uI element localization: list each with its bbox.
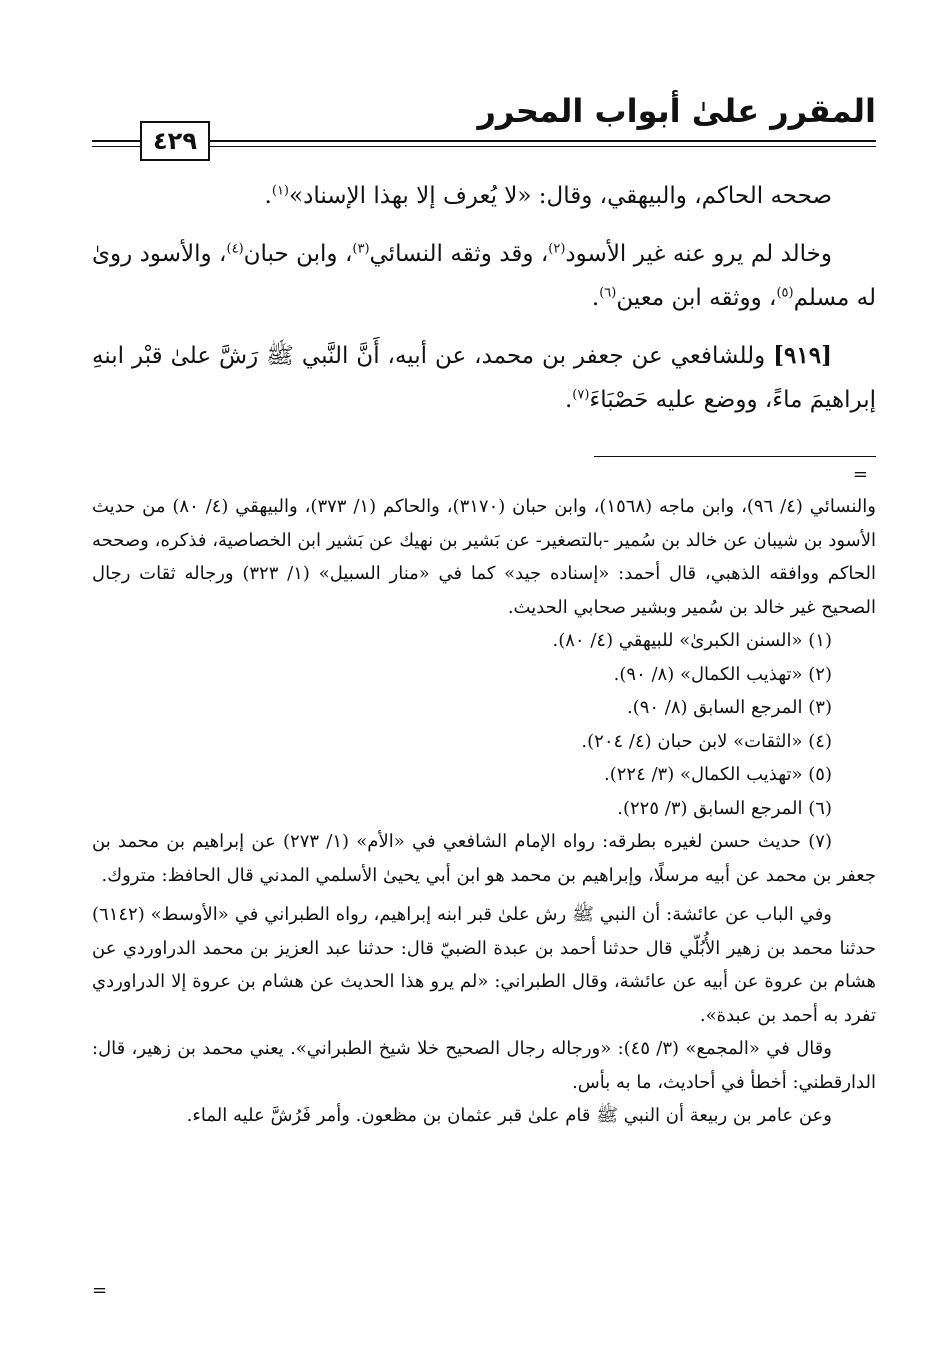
footnote-5: (٥) «تهذيب الكمال» (٣/ ٢٢٤).: [603, 764, 832, 785]
footnote-continuation: والنسائي (٤/ ٩٦)، وابن ماجه (١٥٦٨)، وابن حبان (٣١٧٠)، والحاكم (١/ ٣٧٣)، والبيهقي (٤/ ٨٠) من حديث الأسود بن شيبان عن خالد بن سُمير -بالتصغير- عن بَشير بن نهيك عن بَشير ابن الخصاصية، فذكره، وصححه الحاكم ووافقه الذهبي، قال أحمد: «إسناده جيد» كما في «منار السبيل» (١/ ٣٢٣) ورجاله ثقات رجال الصحيح غير خالد بن سُمير وبشير صحابي الحديث.: [92, 496, 877, 618]
footnote-4: (٤) «الثقات» لابن حبان (٤/ ٢٠٤).: [581, 730, 832, 752]
footnote-7-para-2: وفي الباب عن عائشة: أن النبي ﷺ رش علىٰ قبر ابنه إبراهيم، رواه الطبراني في «الأوسط» (٦١٤٢) حدثنا محمد بن زهير الأُبُلّي قال حدثنا أحمد بن عبدة الضبيّ قال: حدثنا عبد العزيز بن محمد الدراوردي عن هشام بن عروة عن أبيه عن عائشة، وقال الطبراني: «لم يرو هذا الحديث عن هشام بن عروة إلا الدراوردي تفرد به أحمد بن عبدة».: [92, 904, 876, 1026]
page-number: ٤٢٩: [140, 121, 210, 161]
hadith-number: [٩١٩]: [773, 342, 832, 369]
footnote-7-para-3: وقال في «المجمع» (٣/ ٤٥): «ورجاله رجال الصحيح خلا شيخ الطبراني». يعني محمد بن زهير، قال: الدارقطني: أخطأ في أحاديث، ما به بأس.: [92, 1038, 876, 1093]
footnote-ref: (٦): [599, 285, 617, 301]
hadith-paragraph: [٩١٩] وللشافعي عن جعفر بن محمد، عن أبيه، أَنَّ النَّبي ﷺ رَشَّ علىٰ قبْر ابنهِ إبراهيمَ ماءً، ووضع عليه حَصْبَاءَ$^{(٧)}$.: [92, 342, 876, 413]
footnotes: [92, 490, 876, 1133]
footnote-ref: (١): [271, 183, 289, 199]
footnote-ref: (٧): [572, 387, 590, 403]
footnote-ref: (٢): [548, 241, 566, 257]
body-paragraph-1: صححه الحاكم، والبيهقي، وقال: «لا يُعرف إلا بهذا الإسناد»$^{(١)}$.: [264, 183, 832, 209]
footnote-6: (٦) المرجع السابق (٣/ ٢٢٥).: [617, 797, 832, 819]
footnote-separator: [594, 456, 876, 457]
body-paragraph-2: وخالد لم يرو عنه غير الأسود$^{(٢)}$، وقد وثقه النسائي$^{(٣)}$، وابن حبان$^{(٤)}$، والأسود روىٰ له مسلم$^{(٥)}$، ووثقه ابن معين$^{(٦)}$.: [92, 241, 876, 311]
running-header-title: المقرر علىٰ أبواب المحرر: [477, 92, 876, 130]
continuation-mark: =: [852, 464, 868, 485]
footnote-ref: (٣): [352, 241, 370, 257]
footnote-ref: (٤): [226, 241, 244, 257]
footnote-ref: (٥): [776, 285, 794, 301]
main-text: [92, 174, 876, 436]
footnote-3: (٣) المرجع السابق (٨/ ٩٠).: [626, 697, 832, 718]
footnote-7-para-4: وعن عامر بن ربيعة أن النبي ﷺ قام علىٰ قبر عثمان بن مظعون. وأمر فَرُشَّ عليه الماء.: [186, 1105, 832, 1126]
bottom-continuation-mark: =: [92, 1280, 108, 1301]
footnote-1: (١) «السنن الكبرىٰ» للبيهقي (٤/ ٨٠).: [552, 630, 832, 651]
footnote-7: (٧) حديث حسن لغيره بطرقه: رواه الإمام الشافعي في «الأم» (١/ ٢٧٣) عن إبراهيم بن محمد بن جعفر بن محمد عن أبيه مرسلًا، وإبراهيم بن محمد هو ابن أبي يحيىٰ الأسلمي المدني قال الحافظ: متروك.: [92, 831, 876, 886]
footnote-2: (٢) «تهذيب الكمال» (٨/ ٩٠).: [613, 663, 832, 685]
